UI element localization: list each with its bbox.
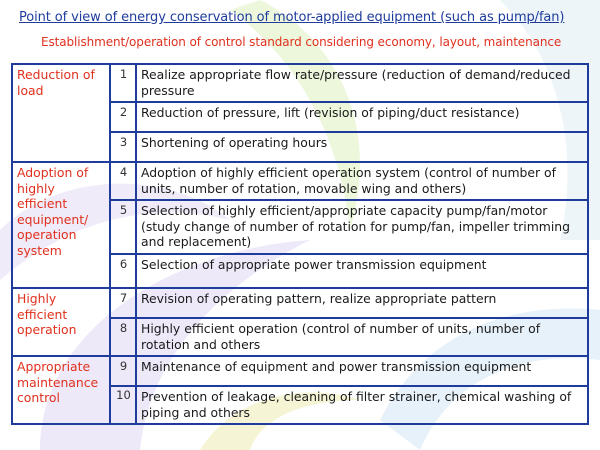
page-title: Point of view of energy conservation of motor-applied equipment (such as pump/fan) [19, 10, 565, 25]
item-text: Prevention of leakage, cleaning of filter strainer, chemical washing of piping and others [136, 386, 588, 424]
item-number: 7 [110, 288, 136, 318]
table-row [12, 356, 588, 386]
item-text: Revision of operating pattern, realize appropriate pattern [136, 288, 588, 318]
item-text: Shortening of operating hours [136, 132, 588, 162]
item-text: Reduction of pressure, lift (revision of piping/duct resistance) [136, 102, 588, 132]
category-cell: Appropriate maintenance control [12, 356, 110, 424]
item-text: Highly efficient operation (control of number of units, number of rotation and others [136, 318, 588, 356]
item-text: Selection of highly efficient/appropriate capacity pump/fan/motor (study change of number of rotation for pump/fan, impeller trimming and replacement) [136, 200, 588, 254]
item-number: 9 [110, 356, 136, 386]
category-cell: Highly efficient operation [12, 288, 110, 356]
item-number: 4 [110, 162, 136, 200]
item-number: 2 [110, 102, 136, 132]
table-row [12, 162, 588, 200]
item-number: 3 [110, 132, 136, 162]
item-text: Adoption of highly efficient operation system (control of number of units, number of rotation, movable wing and others) [136, 162, 588, 200]
page-subtitle: Establishment/operation of control standard considering economy, layout, maintenance [41, 35, 562, 49]
category-cell: Reduction of load [12, 64, 110, 162]
measures-table [11, 63, 589, 425]
item-text: Selection of appropriate power transmission equipment [136, 254, 588, 288]
table-row [12, 64, 588, 102]
item-text: Maintenance of equipment and power transmission equipment [136, 356, 588, 386]
item-number: 10 [110, 386, 136, 424]
item-number: 8 [110, 318, 136, 356]
item-number: 1 [110, 64, 136, 102]
item-number: 5 [110, 200, 136, 254]
table-row [12, 288, 588, 318]
item-text: Realize appropriate flow rate/pressure (reduction of demand/reduced pressure [136, 64, 588, 102]
category-cell: Adoption of highly efficient equipment/ operation system [12, 162, 110, 288]
item-number: 6 [110, 254, 136, 288]
